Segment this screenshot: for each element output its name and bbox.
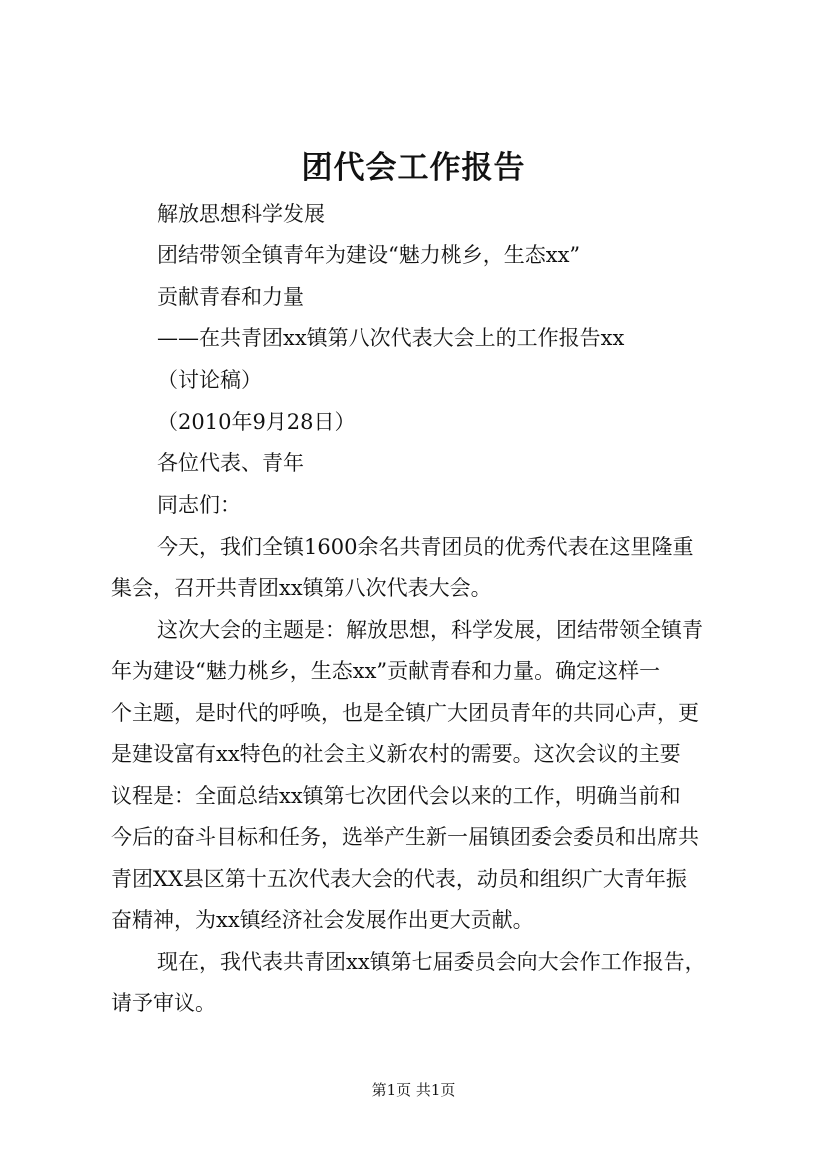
paragraph-line: 个主题，是时代的呼唤，也是全镇广大团员青年的共同心声，更 — [111, 701, 699, 725]
paragraph-line: 今后的奋斗目标和任务，选举产生新一届镇团委会委员和出席共 — [111, 825, 699, 849]
paragraph-line: 青团XX县区第十五次代表大会的代表，动员和组织广大青年振 — [111, 867, 687, 891]
document-title: 团代会工作报告 — [301, 150, 526, 186]
paragraph-line: 现在，我代表共青团xx镇第七届委员会向大会作工作报告， — [157, 950, 706, 974]
header-line: 解放思想科学发展 — [157, 202, 325, 226]
paragraph-line: 今天，我们全镇1600余名共青团员的优秀代表在这里隆重 — [157, 535, 694, 559]
paragraph-line: 请予审议。 — [111, 991, 216, 1015]
page-footer: 第1页 共1页 — [371, 1081, 456, 1099]
paragraph-line: 议程是：全面总结xx镇第七次团代会以来的工作，明确当前和 — [111, 784, 681, 808]
paragraph-line: 是建设富有xx特色的社会主义新农村的需要。这次会议的主要 — [111, 742, 681, 766]
header-line: 团结带领全镇青年为建设“魅力桃乡，生态xx” — [157, 243, 581, 267]
paragraph-line: 年为建设“魅力桃乡，生态xx”贡献青春和力量。确定这样一 — [111, 659, 661, 683]
salutation-line: 各位代表、青年 — [157, 451, 304, 475]
header-line: （2010年9月28日） — [157, 410, 356, 434]
paragraph-line: 这次大会的主题是：解放思想，科学发展，团结带领全镇青 — [157, 618, 703, 642]
paragraph-line: 集会，召开共青团xx镇第八次代表大会。 — [111, 576, 492, 600]
header-line: ——在共青团xx镇第八次代表大会上的工作报告xx — [157, 326, 625, 350]
header-line: （讨论稿） — [157, 368, 262, 392]
header-line: 贡献青春和力量 — [157, 285, 304, 309]
paragraph-line: 奋精神，为xx镇经济社会发展作出更大贡献。 — [111, 908, 534, 932]
salutation-line: 同志们： — [157, 493, 241, 517]
